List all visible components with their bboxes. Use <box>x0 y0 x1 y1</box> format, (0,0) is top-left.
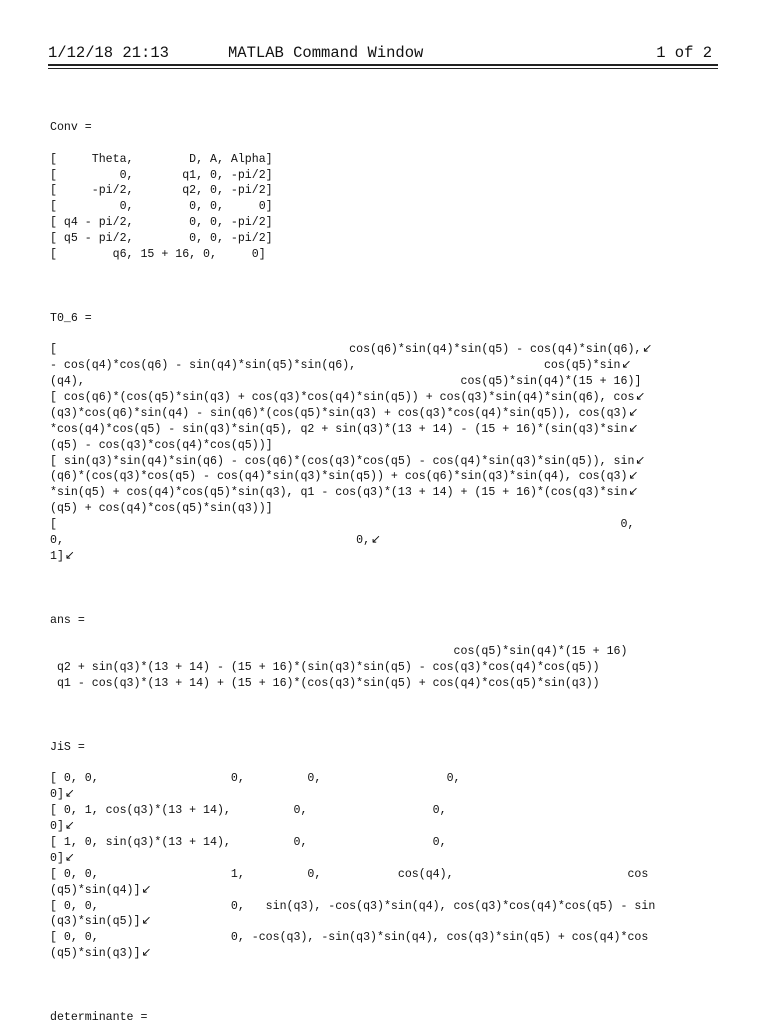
output-line <box>50 819 718 835</box>
output-line <box>50 501 718 517</box>
output-line-text: [ q5 - pi/2, 0, 0, -pi/2] <box>50 232 273 246</box>
output-line-text: [ 0, <box>50 518 635 532</box>
output-line <box>50 803 718 819</box>
output-line-text: [ 0, 0, 0, -cos(q3), -sin(q3)*sin(q4), cos(q3)*sin(q5) + cos(q4)*cos <box>50 931 649 945</box>
output-line <box>50 533 718 549</box>
output-line <box>50 851 718 867</box>
output-line <box>50 231 718 247</box>
output-line <box>50 613 718 629</box>
window-title: MATLAB Command Window <box>228 44 424 62</box>
output-line <box>50 136 718 152</box>
output-line-text: (q5) + cos(q4)*cos(q5)*sin(q3))] <box>50 502 273 516</box>
output-line <box>50 708 718 724</box>
output-line-text: q1 - cos(q3)*(13 + 14) + (15 + 16)*(cos(q3)*sin(q5) + cos(q4)*cos(q5)*sin(q3)) <box>50 677 600 691</box>
output-line-text: [ 0, 0, 0, 0] <box>50 200 273 214</box>
output-line <box>50 628 718 644</box>
output-line <box>50 549 718 565</box>
output-line <box>50 660 718 676</box>
output-line <box>50 120 718 136</box>
output-line <box>50 199 718 215</box>
line-continuation-arrow-icon: ↙ <box>64 548 75 562</box>
output-line-text: - cos(q4)*cos(q6) - sin(q4)*sin(q5)*sin(q6), cos(q5)*sin <box>50 359 621 373</box>
output-line-text: T0_6 = <box>50 311 92 325</box>
output-line <box>50 295 718 311</box>
output-line <box>50 422 718 438</box>
header-rule <box>48 64 718 69</box>
output-line <box>50 358 718 374</box>
line-continuation-arrow-icon: ↙ <box>621 358 632 372</box>
output-line <box>50 247 718 263</box>
output-line <box>50 692 718 708</box>
output-line-text: 0] <box>50 788 64 802</box>
output-line <box>50 946 718 962</box>
line-continuation-arrow-icon: ↙ <box>628 485 639 499</box>
line-continuation-arrow-icon: ↙ <box>141 882 152 896</box>
output-line <box>50 867 718 883</box>
output-line-text: Conv = <box>50 120 92 134</box>
output-line-text: (q3)*cos(q6)*sin(q4) - sin(q6)*(cos(q5)*sin(q3) + cos(q3)*cos(q4)*sin(q5)), cos(q3) <box>50 406 628 420</box>
output-line <box>50 644 718 660</box>
output-line <box>50 374 718 390</box>
output-line-text: (q5)*sin(q3)] <box>50 947 141 961</box>
output-line <box>50 517 718 533</box>
output-line-text: *sin(q5) + cos(q4)*cos(q5)*sin(q3), q1 - cos(q3)*(13 + 14) + (15 + 16)*(cos(q3)*sin <box>50 486 628 500</box>
output-line <box>50 676 718 692</box>
output-line <box>50 565 718 581</box>
output-line <box>50 342 718 358</box>
output-line <box>50 438 718 454</box>
output-line <box>50 326 718 342</box>
line-continuation-arrow-icon: ↙ <box>635 390 646 404</box>
output-line-text: cos(q5)*sin(q4)*(15 + 16) <box>50 645 628 659</box>
output-line <box>50 581 718 597</box>
output-line-text: 0] <box>50 851 64 865</box>
output-line-text: determinante = <box>50 1010 148 1024</box>
print-header <box>48 44 716 66</box>
output-line <box>50 263 718 279</box>
output-line <box>50 724 718 740</box>
output-line <box>50 183 718 199</box>
output-line-text: [ Theta, D, A, Alpha] <box>50 152 273 166</box>
output-line <box>50 1010 718 1026</box>
output-line-text: (q5)*sin(q4)] <box>50 883 141 897</box>
output-line-text: q2 + sin(q3)*(13 + 14) - (15 + 16)*(sin(q3)*sin(q5) - cos(q3)*cos(q4)*cos(q5)) <box>50 661 600 675</box>
output-line <box>50 406 718 422</box>
output-line <box>50 899 718 915</box>
line-continuation-arrow-icon: ↙ <box>64 819 75 833</box>
output-line-text: 1] <box>50 549 64 563</box>
output-line <box>50 311 718 327</box>
output-line-text: [ q4 - pi/2, 0, 0, -pi/2] <box>50 216 273 230</box>
output-line-text: [ 0, 1, cos(q3)*(13 + 14), 0, 0, <box>50 804 447 818</box>
output-line-text: [ 0, q1, 0, -pi/2] <box>50 168 273 182</box>
output-line <box>50 914 718 930</box>
output-line <box>50 930 718 946</box>
line-continuation-arrow-icon: ↙ <box>64 850 75 864</box>
output-line <box>50 168 718 184</box>
output-line-text: ans = <box>50 613 85 627</box>
output-line-text: [ cos(q6)*(cos(q5)*sin(q3) + cos(q3)*cos(q4)*sin(q5)) + cos(q3)*sin(q4)*sin(q6), cos <box>50 391 635 405</box>
command-output <box>50 104 718 1026</box>
output-line <box>50 469 718 485</box>
output-line <box>50 978 718 994</box>
line-continuation-arrow-icon: ↙ <box>141 914 152 928</box>
line-continuation-arrow-icon: ↙ <box>64 787 75 801</box>
output-line <box>50 152 718 168</box>
output-line <box>50 994 718 1010</box>
output-line <box>50 485 718 501</box>
output-line-text: [ sin(q3)*sin(q4)*sin(q6) - cos(q6)*(cos(q3)*cos(q5) - cos(q4)*sin(q3)*sin(q5)), sin <box>50 454 635 468</box>
output-line-text: (q6)*(cos(q3)*cos(q5) - cos(q4)*sin(q3)*sin(q5)) + cos(q6)*sin(q3)*sin(q4), cos(q3) <box>50 470 628 484</box>
line-continuation-arrow-icon: ↙ <box>642 342 653 356</box>
output-line <box>50 104 718 120</box>
line-continuation-arrow-icon: ↙ <box>628 421 639 435</box>
output-line-text: [ 0, 0, 1, 0, cos(q4), cos <box>50 867 649 881</box>
output-line <box>50 756 718 772</box>
output-line <box>50 215 718 231</box>
line-continuation-arrow-icon: ↙ <box>628 469 639 483</box>
page-number: 1 of 2 <box>656 44 712 62</box>
output-line <box>50 740 718 756</box>
output-line <box>50 279 718 295</box>
output-line <box>50 835 718 851</box>
output-line <box>50 771 718 787</box>
output-line-text: [ 1, 0, sin(q3)*(13 + 14), 0, 0, <box>50 835 447 849</box>
output-line <box>50 597 718 613</box>
output-line-text: [ -pi/2, q2, 0, -pi/2] <box>50 184 273 198</box>
output-line-text: [ q6, 15 + 16, 0, 0] <box>50 248 266 262</box>
line-continuation-arrow-icon: ↙ <box>371 533 382 547</box>
output-line-text: (q4), cos(q5)*sin(q4)*(15 + 16)] <box>50 375 642 389</box>
output-line <box>50 390 718 406</box>
output-line-text: 0] <box>50 820 64 834</box>
output-line-text: [ cos(q6)*sin(q4)*sin(q5) - cos(q4)*sin(q6), <box>50 343 642 357</box>
output-line-text: (q5) - cos(q3)*cos(q4)*cos(q5))] <box>50 438 273 452</box>
output-line-text: [ 0, 0, 0, 0, 0, <box>50 772 461 786</box>
print-datetime: 1/12/18 21:13 <box>48 44 169 62</box>
output-line-text: *cos(q4)*cos(q5) - sin(q3)*sin(q5), q2 + sin(q3)*(13 + 14) - (15 + 16)*(sin(q3)*sin <box>50 422 628 436</box>
output-line-text: JiS = <box>50 740 85 754</box>
line-continuation-arrow-icon: ↙ <box>635 453 646 467</box>
output-line-text: (q3)*sin(q5)] <box>50 915 141 929</box>
output-line-text: 0, 0, <box>50 534 371 548</box>
output-line <box>50 962 718 978</box>
output-line <box>50 454 718 470</box>
output-line <box>50 883 718 899</box>
output-line <box>50 787 718 803</box>
line-continuation-arrow-icon: ↙ <box>628 405 639 419</box>
line-continuation-arrow-icon: ↙ <box>141 946 152 960</box>
output-line-text: [ 0, 0, 0, sin(q3), -cos(q3)*sin(q4), cos(q3)*cos(q4)*cos(q5) - sin <box>50 899 656 913</box>
